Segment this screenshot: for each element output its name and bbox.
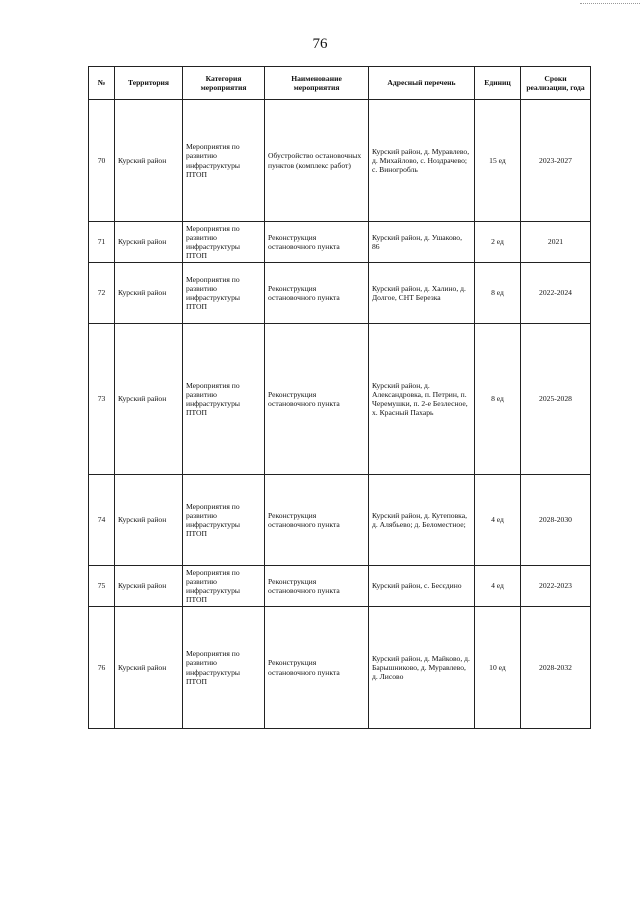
cell-num: 70	[89, 100, 115, 222]
table-row	[89, 607, 591, 729]
cell-category: Мероприятия по развитию инфраструктуры ПТОП	[183, 324, 265, 475]
cell-units: 15 ед	[475, 100, 521, 222]
measures-table	[88, 66, 591, 729]
cell-category: Мероприятия по развитию инфраструктуры ПТОП	[183, 607, 265, 729]
cell-category: Мероприятия по развитию инфраструктуры ПТОП	[183, 222, 265, 263]
cell-num: 76	[89, 607, 115, 729]
cell-terms: 2022-2024	[521, 263, 591, 324]
cell-category: Мероприятия по развитию инфраструктуры ПТОП	[183, 263, 265, 324]
cell-category: Мероприятия по развитию инфраструктуры ПТОП	[183, 475, 265, 566]
cell-units: 2 ед	[475, 222, 521, 263]
scan-edge-mark	[580, 0, 640, 4]
table-header-row	[89, 67, 591, 100]
header-units: Единиц	[475, 67, 521, 100]
cell-num: 74	[89, 475, 115, 566]
cell-address: Курский район, д. Халино, д. Долгое, СНТ Березка	[369, 263, 475, 324]
header-terms: Сроки реализации, года	[521, 67, 591, 100]
cell-terms: 2023-2027	[521, 100, 591, 222]
cell-territory: Курский район	[115, 607, 183, 729]
cell-address: Курский район, с. Бесєдино	[369, 566, 475, 607]
cell-address: Курский район, д. Кутеповка, д. Алябьево; д. Беломестное;	[369, 475, 475, 566]
header-territory: Территория	[115, 67, 183, 100]
cell-num: 71	[89, 222, 115, 263]
cell-address: Курский район, д. Майково, д. Барышниково, д. Муравлево, д. Лисово	[369, 607, 475, 729]
cell-units: 10 ед	[475, 607, 521, 729]
cell-terms: 2022-2023	[521, 566, 591, 607]
header-num: №	[89, 67, 115, 100]
cell-units: 4 ед	[475, 566, 521, 607]
cell-units: 8 ед	[475, 324, 521, 475]
cell-address: Курский район, д. Александровка, п. Петрин, п. Черемушки, п. 2-е Безлесное, х. Красный Пахарь	[369, 324, 475, 475]
cell-territory: Курский район	[115, 324, 183, 475]
table-row	[89, 222, 591, 263]
header-category: Категория мероприятия	[183, 67, 265, 100]
cell-territory: Курский район	[115, 222, 183, 263]
cell-terms: 2028-2030	[521, 475, 591, 566]
cell-name: Реконструкция остановочного пункта	[265, 324, 369, 475]
cell-terms: 2028-2032	[521, 607, 591, 729]
cell-name: Обустройство остановочных пунктов (комплекс работ)	[265, 100, 369, 222]
cell-terms: 2021	[521, 222, 591, 263]
cell-address: Курский район, д. Муравлево, д. Михайлово, с. Ноздрачево; с. Виногробль	[369, 100, 475, 222]
cell-name: Реконструкция остановочного пункта	[265, 222, 369, 263]
page-number: 76	[312, 36, 328, 52]
cell-num: 73	[89, 324, 115, 475]
header-name: Наименование мероприятия	[265, 67, 369, 100]
table-row	[89, 475, 591, 566]
cell-name: Реконструкция остановочного пункта	[265, 566, 369, 607]
cell-name: Реконструкция остановочного пункта	[265, 475, 369, 566]
cell-territory: Курский район	[115, 566, 183, 607]
cell-category: Мероприятия по развитию инфраструктуры ПТОП	[183, 566, 265, 607]
cell-category: Мероприятия по развитию инфраструктуры ПТОП	[183, 100, 265, 222]
table-row	[89, 263, 591, 324]
table-row	[89, 566, 591, 607]
cell-units: 4 ед	[475, 475, 521, 566]
cell-address: Курский район, д. Ушаково, 86	[369, 222, 475, 263]
table-row	[89, 324, 591, 475]
cell-units: 8 ед	[475, 263, 521, 324]
cell-territory: Курский район	[115, 100, 183, 222]
cell-num: 72	[89, 263, 115, 324]
cell-name: Реконструкция остановочного пункта	[265, 263, 369, 324]
cell-num: 75	[89, 566, 115, 607]
cell-terms: 2025-2028	[521, 324, 591, 475]
cell-territory: Курский район	[115, 475, 183, 566]
cell-territory: Курский район	[115, 263, 183, 324]
header-address: Адресный перечень	[369, 67, 475, 100]
cell-name: Реконструкция остановочного пункта	[265, 607, 369, 729]
table-row	[89, 100, 591, 222]
